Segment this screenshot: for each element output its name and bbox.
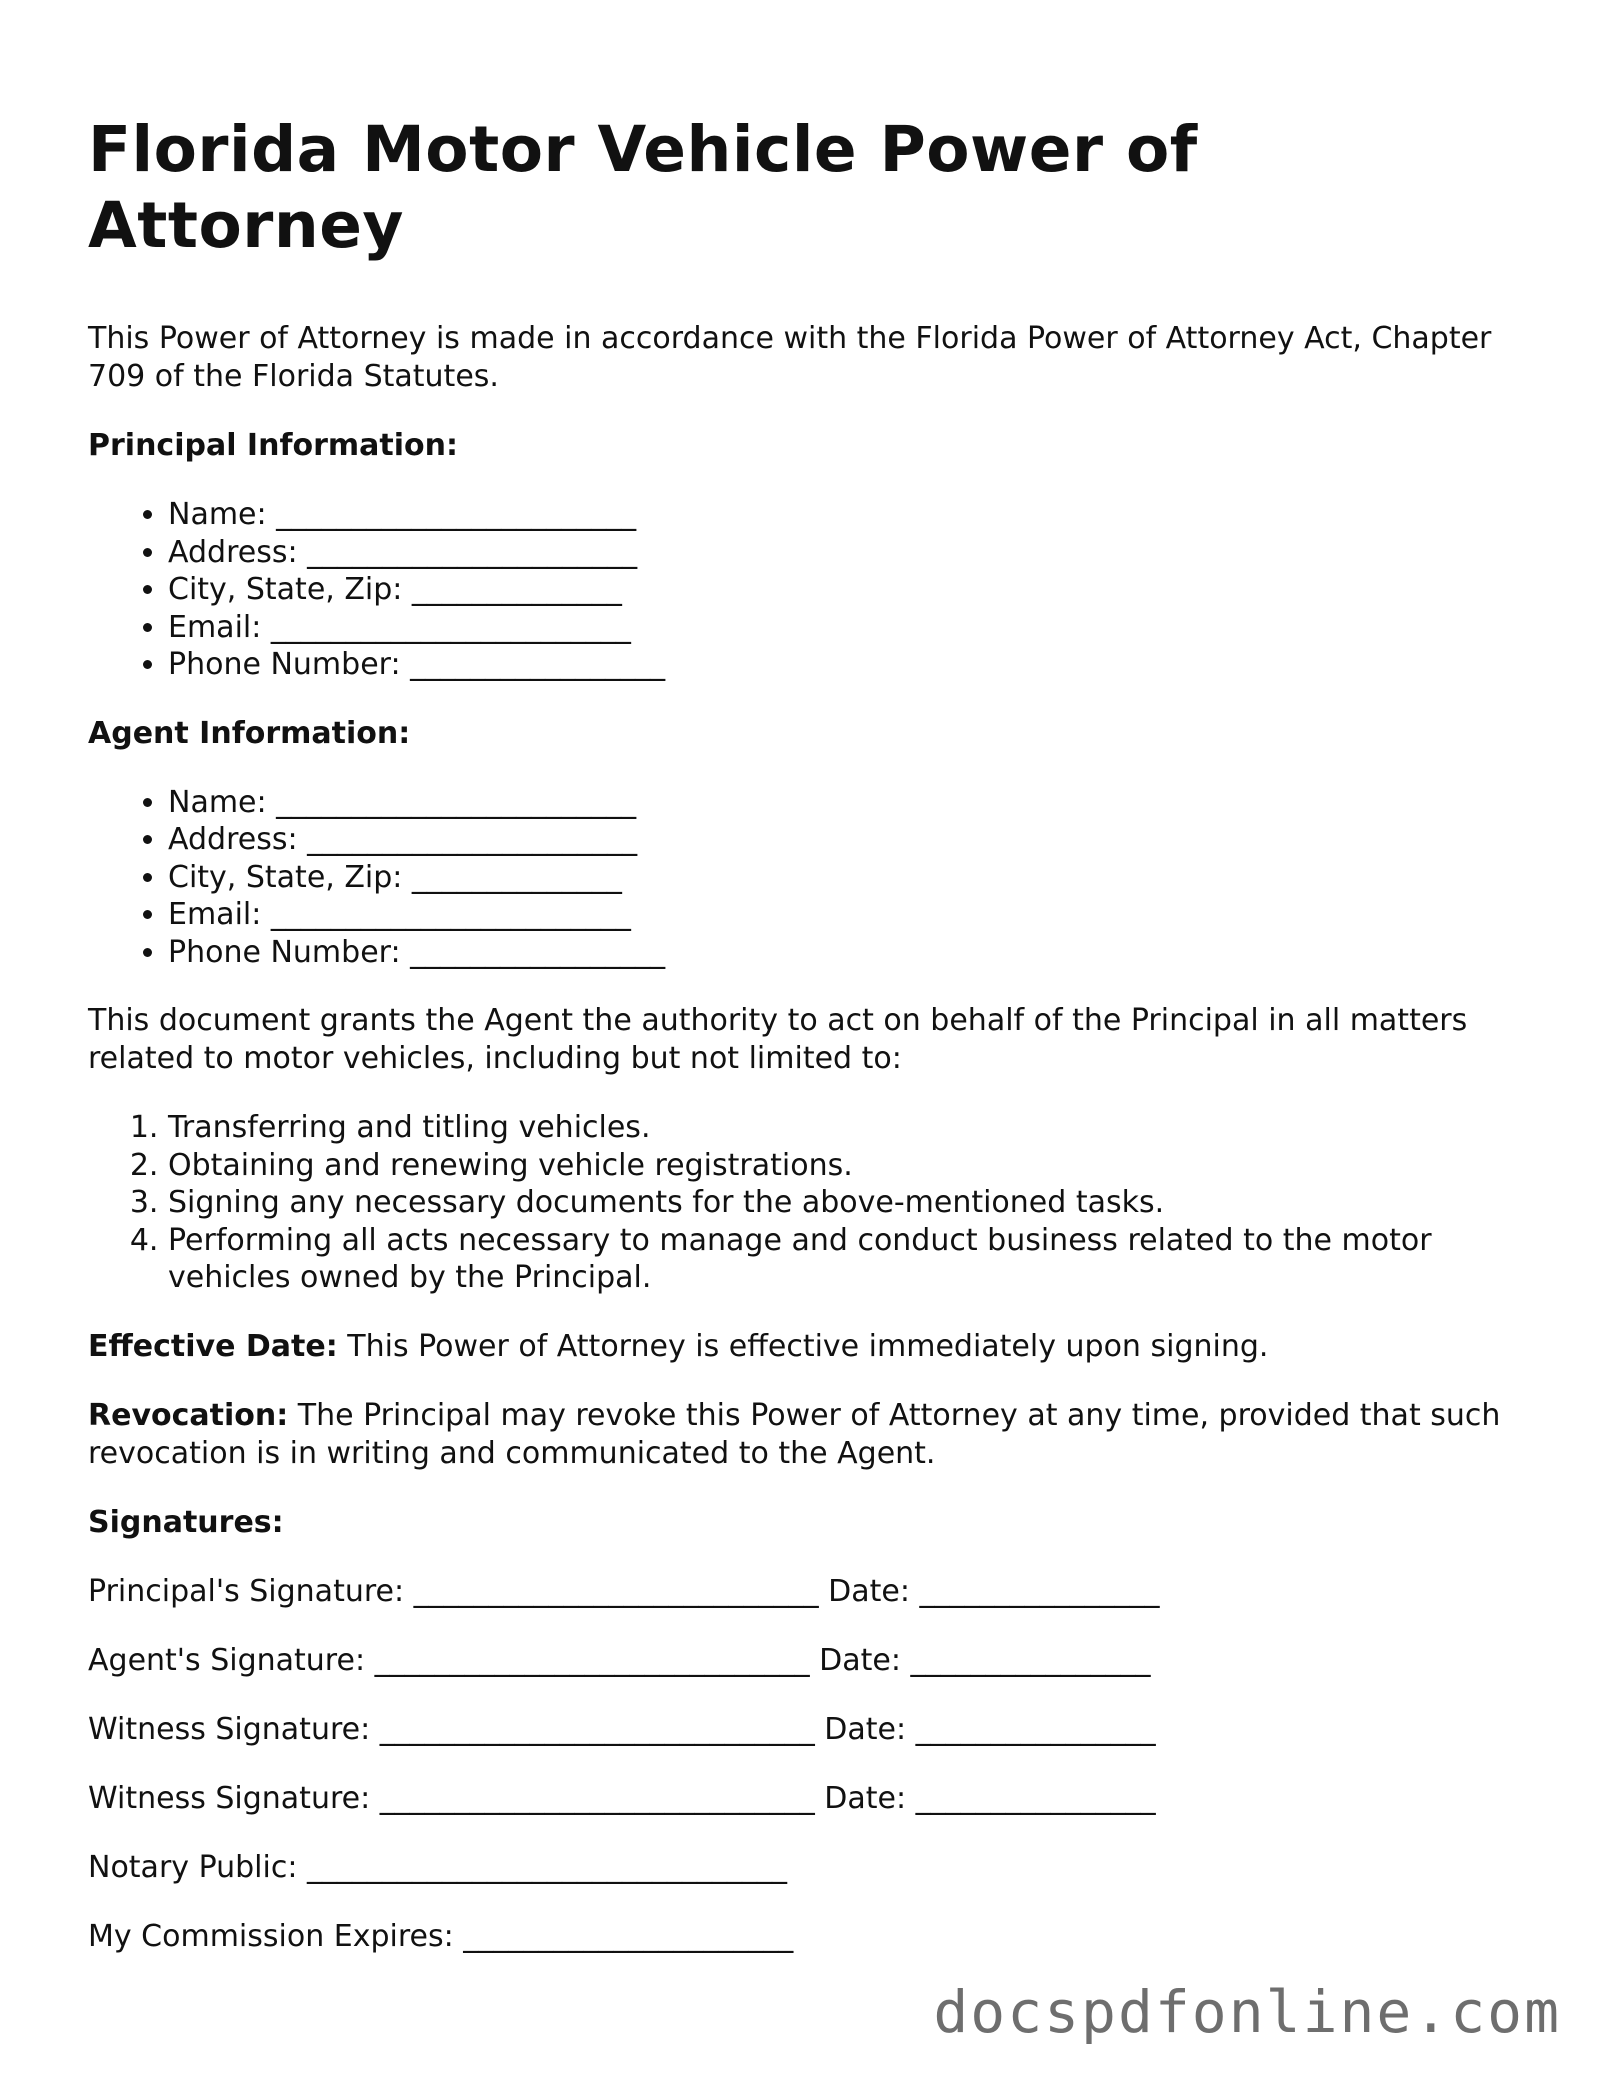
- agent-phone-field: • Phone Number: _________________: [168, 934, 1528, 972]
- agent-name-field: • Name: ________________________: [168, 784, 1528, 822]
- principal-city-state-zip-field: • City, State, Zip: ______________: [168, 571, 1528, 609]
- effective-date-label: Effective Date:: [88, 1328, 338, 1364]
- agent-city-state-zip-field: • City, State, Zip: ______________: [168, 859, 1528, 897]
- signatures-heading: Signatures:: [88, 1504, 284, 1540]
- agent-heading: Agent Information:: [88, 715, 411, 751]
- witness-signature-line: Witness Signature: _____________________________ Date: ________________: [88, 1711, 1156, 1747]
- principal-email-field: • Email: ________________________: [168, 609, 1528, 647]
- document-page: [88, 112, 1528, 1987]
- power-item: 1. Transferring and titling vehicles.: [168, 1109, 1528, 1147]
- effective-date-text: This Power of Attorney is effective immediately upon signing.: [337, 1328, 1269, 1364]
- commission-expires-line: My Commission Expires: ______________________: [88, 1918, 794, 1954]
- principal-signature-line: Principal's Signature: ___________________________ Date: ________________: [88, 1573, 1160, 1609]
- effective-date-paragraph: [88, 1328, 1528, 1366]
- agent-email-field: • Email: ________________________: [168, 896, 1528, 934]
- principal-name-field: • Name: ________________________: [168, 496, 1528, 534]
- agent-address-field: • Address: ______________________: [168, 821, 1528, 859]
- revocation-label: Revocation:: [88, 1397, 289, 1433]
- power-item: 4. Performing all acts necessary to manage and conduct business related to the motor vehicles owned by the Principal.: [168, 1222, 1528, 1297]
- power-item: 3. Signing any necessary documents for the above-mentioned tasks.: [168, 1184, 1528, 1222]
- agent-fields-list: [88, 784, 1528, 972]
- intro-paragraph: This Power of Attorney is made in accordance with the Florida Power of Attorney Act, Chapter 709 of the Florida Statutes.: [88, 321, 1492, 394]
- witness-signature-line: Witness Signature: _____________________________ Date: ________________: [88, 1780, 1156, 1816]
- principal-address-field: • Address: ______________________: [168, 534, 1528, 572]
- power-item: 2. Obtaining and renewing vehicle registrations.: [168, 1147, 1528, 1185]
- principal-phone-field: • Phone Number: _________________: [168, 646, 1528, 684]
- notary-public-line: Notary Public: ________________________________: [88, 1849, 787, 1885]
- grant-paragraph: This document grants the Agent the authority to act on behalf of the Principal in all matters related to motor vehicles, including but not limited to:: [88, 1003, 1468, 1076]
- agent-signature-line: Agent's Signature: _____________________________ Date: ________________: [88, 1642, 1151, 1678]
- revocation-paragraph: [88, 1397, 1528, 1473]
- principal-heading: Principal Information:: [88, 428, 459, 463]
- revocation-text: The Principal may revoke this Power of Attorney at any time, provided that such revocation is in writing and communicated to the Agent.: [88, 1397, 1501, 1471]
- principal-fields-list: [88, 496, 1528, 684]
- watermark: docspdfonline.com: [933, 1978, 1561, 2046]
- powers-list: [88, 1109, 1528, 1297]
- page-title: Florida Motor Vehicle Power of Attorney: [88, 113, 1198, 262]
